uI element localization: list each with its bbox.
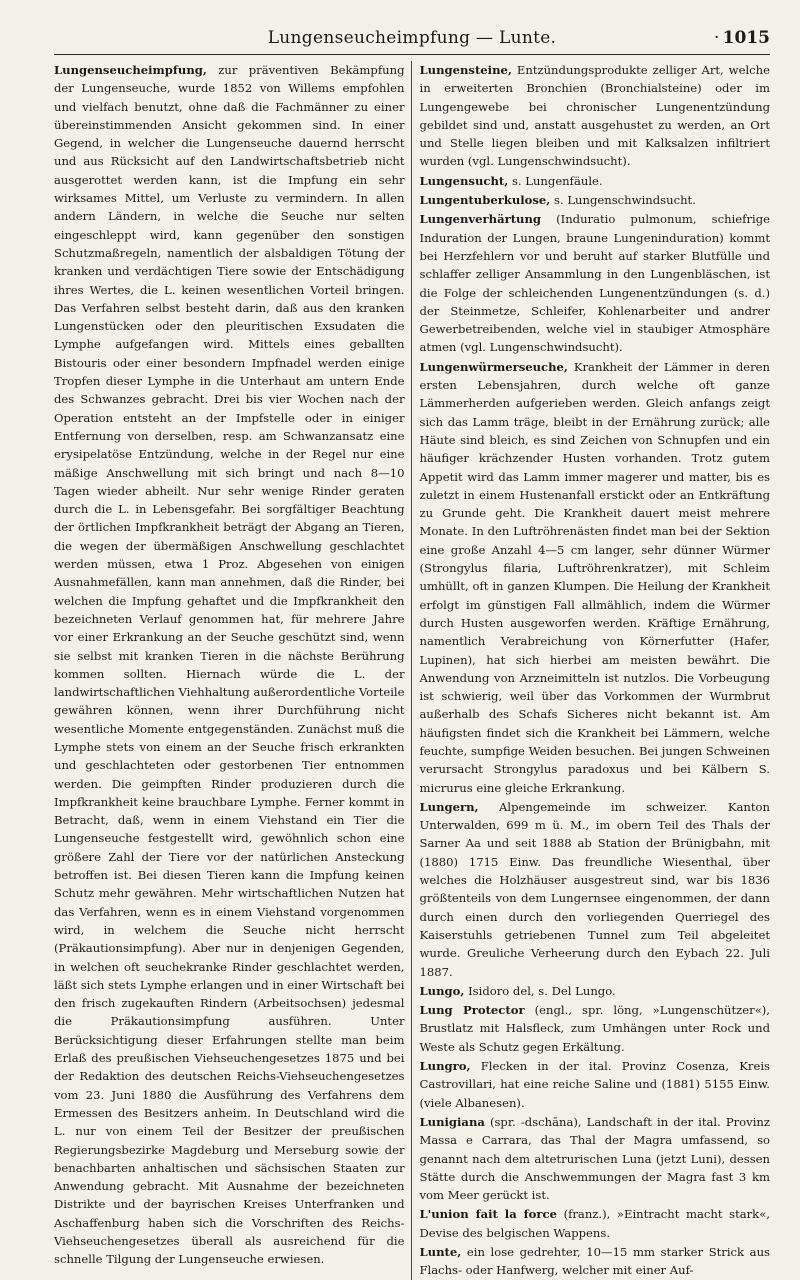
entry-lung-protector <box>420 1001 771 1056</box>
entry-headword: Lungenwürmerseuche, <box>419 359 568 374</box>
entry-headword: Lungenseucheimpfung, <box>54 63 207 77</box>
left-column <box>54 61 412 1280</box>
columns <box>54 61 770 1280</box>
entry-headword: L'union fait la force <box>419 1207 557 1222</box>
entry-lungenseucheimpfung <box>54 61 405 1269</box>
entry-text: (franz.), »Eintracht macht stark«, Devise des belgischen Wappens. <box>419 1207 770 1240</box>
entry-headword: Lungo, <box>419 983 465 998</box>
entry-lungenwuermerseuche <box>420 358 771 797</box>
page-number: 1015 <box>722 28 770 48</box>
entry-text: Krankheit der Lämmer in deren ersten Lebensjahren, durch welche oft ganze Lämmerherden aufgerieben werden. Gleich anfangs zeigt sich das Lamm träge, bleibt in der Ernährung zurück; alle Häute sind bleich, es sind Zeichen von Schnupfen und ein häufiger krächzender Husten vorhanden. Trotz gutem Appetit wird das Lamm immer magerer und matter, bis es zuletzt in einem Hustenanfall erstickt oder an Entkräftung zu Grunde geht. Die Krankheit dauert meist mehrere Monate. In den Luftröhrenästen findet man bei der Sektion eine große Anzahl 4—5 cm langer, sehr dünner Würmer (Strongylus filaria, Luftröhrenkratzer), mit Schleim umhüllt, oft in ganzen Klumpen. Die Heilung der Krankheit erfolgt im günstigen Fall allmählich, indem die Würmer durch Husten ausgeworfen werden. Kräftige Ernährung, namentlich Verabreichung von Körnerfutter (Hafer, Lupinen), hat sich hierbei am meisten bewährt. Die Anwendung von Arzneimitteln ist nutzlos. Die Vorbeugung ist schwierig, weil über das Vorkommen der Wurmbrut außerhalb des Schafs Sicheres nicht bekannt ist. Am häufigsten findet sich die Krankheit bei Lämmern, welche feuchte, sumpfige Weiden besuchen. Bei jungen Schweinen verursacht Strongylus paradoxus und bei Kälbern S. micrurus eine gleiche Erkrankung. <box>419 359 770 795</box>
right-column <box>412 61 771 1280</box>
entry-headword: Lungenverhärtung <box>419 212 542 227</box>
entry-lunigiana <box>420 1113 771 1204</box>
entry-text: Isidoro del, s. Del Lungo. <box>464 983 616 998</box>
entry-headword: Lungentuberkulose, <box>419 193 551 208</box>
entry-headword: Lunigiana <box>419 1114 485 1129</box>
entry-lungenverhaertung <box>420 210 771 356</box>
entry-text: (Induratio pulmonum, schiefrige Induration der Lungen, braune Lungeninduration) kommt bei Herzfehlern vor und beruht auf starker Blutfülle und schlaffer zelliger Ansammlung in den Lungenbläschen, ist die Folge der schleichenden Lungenentzündungen (s. d.) der Steinmetze, Schleifer, Kohlenarbeiter und andrer Gewerbetreibenden, welche viel in staubiger Atmosphäre atmen (vgl. Lungenschwindsucht). <box>419 212 770 355</box>
entry-text: ein lose gedrehter, 10—15 mm starker Strick aus Flachs- oder Hanfwerg, welcher mit einer Auf- <box>419 1245 770 1278</box>
entry-headword: Lung Protector <box>419 1003 525 1018</box>
entry-headword: Lunte, <box>419 1245 462 1259</box>
header-dot: · <box>714 28 720 48</box>
running-title: Lungenseucheimpfung — Lunte. <box>267 28 557 48</box>
entry-text: s. Lungenschwindsucht. <box>550 193 696 208</box>
entry-text: Flecken in der ital. Provinz Cosenza, Kreis Castrovillari, hat eine reiche Saline und (1881) 5155 Einw. (viele Albanesen). <box>419 1059 770 1110</box>
entry-text: Alpengemeinde im schweizer. Kanton Unterwalden, 699 m ü. M., im obern Teil des Thals der Sarner Aa und seit 1888 ab Station der Brünigbahn, mit (1880) 1715 Einw. Das freundliche Wiesenthal, über welches die Holzhäuser ausgestreut sind, war bis 1836 größtenteils von dem Lungernsee eingenommen, der dann durch einen durch den vorliegenden Querriegel des Kaiserstuhls getriebenen Tunnel zum Teil abgeleitet wurde. Greuliche Verheerung durch den Eybach 22. Juli 1887. <box>419 799 770 979</box>
page-header <box>54 26 770 55</box>
entry-headword: Lungensucht, <box>419 173 509 188</box>
entry-lungensteine <box>420 61 771 171</box>
entry-lungentuberkulose <box>420 191 771 209</box>
entry-lunte <box>420 1243 771 1280</box>
entry-headword: Lungern, <box>419 799 479 814</box>
entry-headword: Lungro, <box>419 1059 471 1074</box>
entry-text: Entzündungsprodukte zelliger Art, welche in erweiterten Bronchien (Bronchialsteine) oder im Lungengewebe bei chronischer Lungenentzündung gebildet sind und, anstatt ausgehustet zu werden, an Ort und Stelle liegen bleiben und mit Kalksalzen infiltriert wurden (vgl. Lungenschwindsucht). <box>419 63 770 169</box>
entry-lunion-fait-la-force <box>420 1205 771 1242</box>
entry-text: zur präventiven Bekämpfung der Lungenseuche, wurde 1852 von Willems empfohlen und vielfach benutzt, ohne daß die Fachmänner zu einer übereinstimmenden Ansicht gekommen sind. In einer Gegend, in welcher die Lungenseuche dauernd herrscht und aus Rücksicht auf den Landwirtschaftsbetrieb nicht ausgerottet werden kann, ist die Impfung ein sehr wirksames Mittel, um Verluste zu vermindern. In allen andern Ländern, in welche die Seuche nur selten eingeschleppt wird, kann gegenüber den sonstigen Schutzmaßregeln, namentlich der alsbaldigen Tötung der kranken und verdächtigen Tiere sowie der Entschädigung ihres Wertes, die L. keinen wesentlichen Vorteil bringen. Das Verfahren selbst besteht darin, daß aus den kranken Lungenstücken oder den pleuritischen Exsudaten die Lymphe aufgefangen wird. Mittels eines geballten Bistouris oder einer besondern Impfnadel werden einige Tropfen dieser Lymphe in die Unterhaut am untern Ende des Schwanzes gebracht. Drei bis vier Wochen nach der Operation entsteht an der Impfstelle oder in einiger Entfernung von derselben, resp. am Schwanzansatz eine erysipelatöse Entzündung, welche in der Regel nur eine mäßige Anschwellung mit sich bringt und nach 8—10 Tagen wieder abheilt. Nur sehr wenige Rinder geraten durch die L. in Lebensgefahr. Bei sorgfältiger Beachtung der örtlichen Impfkrankheit beträgt der Abgang an Tieren, die wegen der übermäßigen Anschwellung geschlachtet werden müssen, etwa 1 Proz. Abgesehen von einigen Ausnahmefällen, kann man annehmen, daß die Rinder, bei welchen die Impfung gehaftet und die Impfkrankheit den bezeichneten Verlauf genommen hat, für mehrere Jahre vor einer Erkrankung an der Seuche geschützt sind, wenn sie selbst mit kranken Tieren in die nächste Berührung kommen sollten. Hiernach würde die L. der landwirtschaftlichen Viehhaltung außerordentliche Vorteile gewähren können, wenn ihrer Durchführung nicht wesentliche Momente entgegenständen. Zunächst muß die Lymphe stets von einem an der Seuche frisch erkrankten und geschlachteten oder gestorbenen Tier entnommen werden. Die geimpften Rinder produzieren durch die Impfkrankheit keine brauchbare Lymphe. Ferner kommt in Betracht, daß, wenn in einem Viehstand ein Tier die Lungenseuche festgestellt wird, gewöhnlich schon eine größere Zahl der Tiere vor der natürlichen Ansteckung betroffen ist. Bei diesen Tieren kann die Impfung keinen Schutz mehr gewähren. Mehr wirtschaftlichen Nutzen hat das Verfahren, wenn es in einem Viehstand vorgenommen wird, in welchem die Seuche nicht herrscht (Präkautionsimpfung). Aber nur in denjenigen Gegenden, in welchen oft seuchekranke Rinder geschlachtet werden, läßt sich stets Lymphe erlangen und in einer Wirtschaft bei den frisch zugekauften Rindern (Arbeitsochsen) jedesmal die Präkautionsimpfung ausführen. Unter Berücksichtigung dieser Erfahrungen stellte man beim Erlaß des preußischen Viehseuchengesetzes 1875 und bei der Redaktion des deutschen Reichs-Viehseuchengesetzes vom 23. Juni 1880 die Ausführung des Verfahrens dem Ermessen des Besitzers anheim. In Deutschland wird die L. nur von einem Teil der Besitzer der preußischen Regierungsbezirke Magdeburg und Merseburg sowie der benachbarten anhaltischen und sächsischen Staaten zur Anwendung gebracht. Mit Ausnahme der bezeichneten Distrikte und der bayrischen Kreises Unterfranken und Aschaffenburg haben sich die Vorschriften des Reichs-Viehseuchengesetzes überall als ausreichend für die schnelle Tilgung der Lungenseuche erwiesen. <box>54 63 405 1267</box>
entry-lungro <box>420 1057 771 1112</box>
entry-text: (engl., spr. löng, »Lungenschützer«), Brustlatz mit Halsfleck, zum Umhängen unter Rock und Weste als Schutz gegen Erkältung. <box>419 1003 770 1054</box>
entry-lungern <box>420 798 771 981</box>
entry-lungo <box>420 982 771 1000</box>
entry-lungensucht <box>420 172 771 190</box>
entry-text: s. Lungenfäule. <box>508 173 603 188</box>
entry-headword: Lungensteine, <box>419 63 512 77</box>
entry-text: (spr. -dschāna), Landschaft in der ital. Provinz Massa e Carrara, das Thal der Magra umfassend, so genannt nach dem altetrurischen Luna (jetzt Luni), dessen Stätte durch die Anschwemmungen der Magra fast 3 km vom Meer gerückt ist. <box>419 1114 770 1203</box>
